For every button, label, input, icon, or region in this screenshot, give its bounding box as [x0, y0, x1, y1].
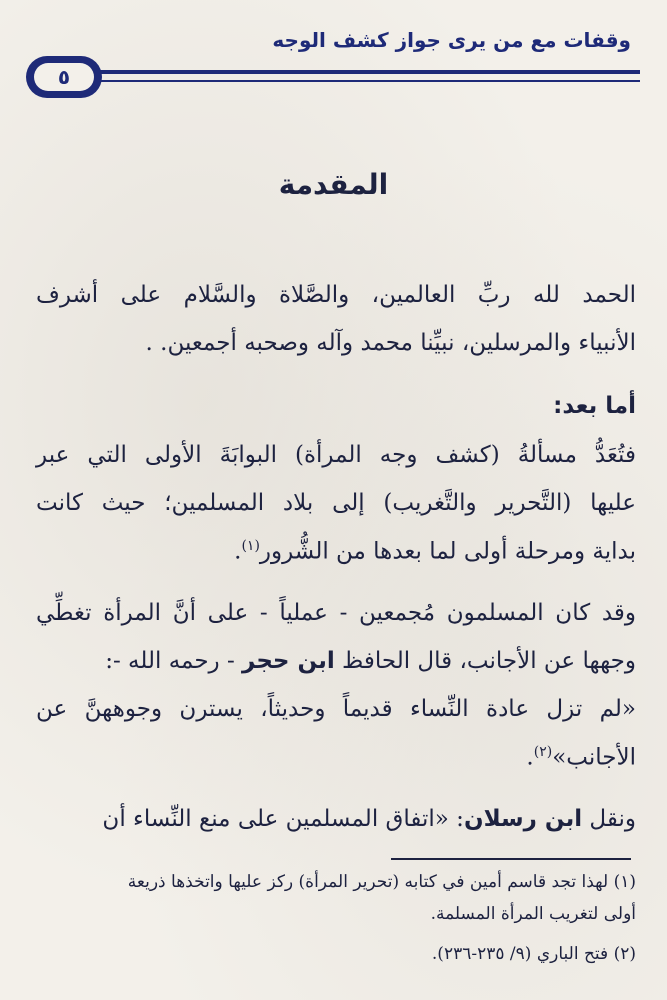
- name-ibn-hajar: ابن حجر: [242, 648, 335, 674]
- page-number: ٥: [34, 63, 94, 91]
- paragraph-3-line-2-b: - رحمه الله -:: [105, 648, 243, 674]
- footnote-1-line-2: أولى لتغريب المرأة المسلمة.: [430, 904, 636, 924]
- paragraph-4-a: ونقل: [582, 806, 636, 832]
- header-rule-thin: [100, 80, 640, 82]
- footnote-rule: [391, 858, 631, 860]
- paragraph-1-line-2: الأنبياء والمرسلين، نبيِّنا محمد وآله وصحبه أجمعين. .: [145, 330, 636, 356]
- page-number-badge: [26, 56, 102, 98]
- quote-line-1: «لم تزل عادة النِّساء قديماً وحديثاً، يسترن وجوههنَّ عن: [36, 696, 636, 722]
- paragraph-4-b: : «اتفاق المسلمين على منع النِّساء أن: [102, 806, 464, 832]
- header-rule: [100, 70, 640, 74]
- paragraph-4-line-1: [36, 806, 636, 832]
- name-ibn-raslan: ابن رسلان: [463, 806, 583, 832]
- footnote-2: (٢) فتح الباري (٩/ ٢٣٥-٢٣٦).: [431, 944, 636, 964]
- running-head-title: وقفات مع من يرى جواز كشف الوجه: [272, 28, 631, 52]
- paragraph-2-line-3-text: بداية ومرحلة أولى لما بعدها من الشُّرور: [259, 538, 636, 565]
- footnote-ref-2[interactable]: (٢): [533, 744, 553, 760]
- section-title: المقدمة: [278, 168, 389, 201]
- paragraph-2-line-1: فتُعَدُّ مسألةُ (كشف وجه المرأة) البوابَةَ الأولى التي عبر: [36, 442, 636, 468]
- paragraph-2-line-2: عليها (التَّحرير والتَّغريب) إلى بلاد المسلمين؛ حيث كانت: [36, 490, 636, 516]
- footnote-1-line-1: (١) لهذا تجد قاسم أمين في كتابه (تحرير المرأة) ركز عليها واتخذها ذريعة: [127, 872, 636, 892]
- paragraph-1-line-1: الحمد لله ربِّ العالمين، والصَّلاة والسَّلام على أشرف: [36, 282, 636, 308]
- footnote-ref-1[interactable]: (١): [241, 538, 260, 554]
- paragraph-2-line-3: بداية ومرحلة أولى لما بعدها من الشُّرور$^{(١)}$.: [234, 538, 636, 565]
- paragraph-3-line-2: [36, 648, 636, 674]
- paragraph-3-line-2-a: وجهها عن الأجانب، قال الحافظ: [334, 648, 636, 674]
- quote-line-2: الأجانب»$^{(٢)}$.: [526, 744, 636, 771]
- amma-baad-heading: أما بعد:: [553, 393, 636, 419]
- paragraph-3-line-1: وقد كان المسلمون مُجمعين - عملياً - على أنَّ المرأة تغطِّي: [36, 600, 636, 626]
- quote-line-2-text: الأجانب»: [552, 744, 636, 771]
